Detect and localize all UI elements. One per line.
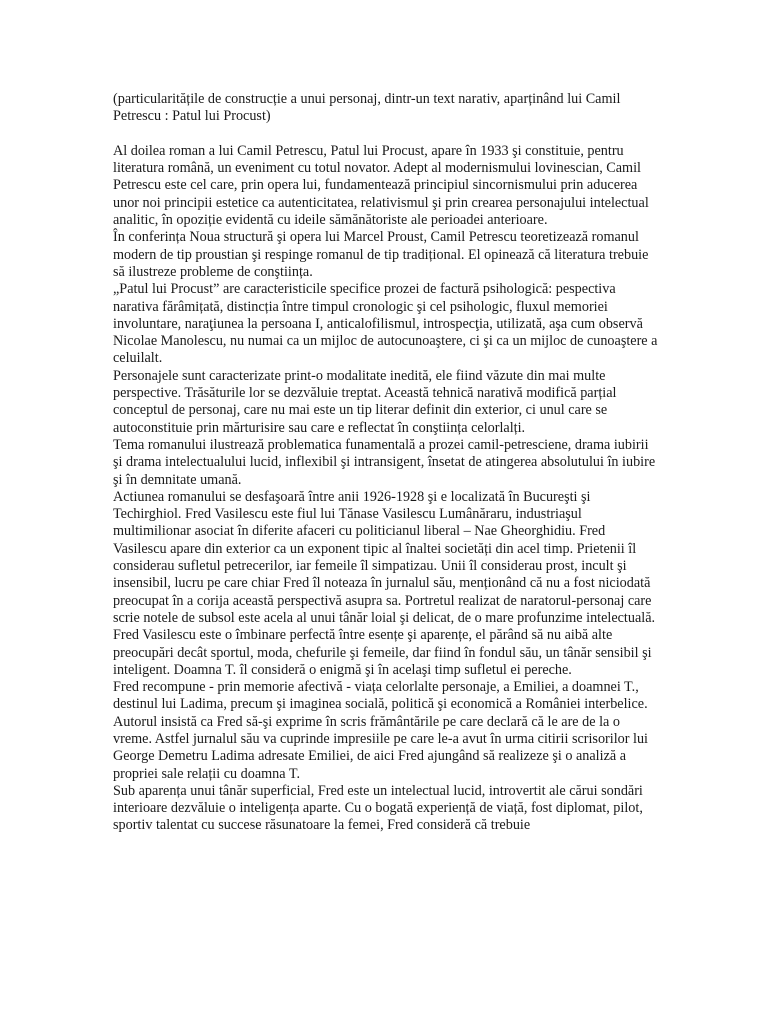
paragraph-characteristics: „Patul lui Procust” are caracteristicile specifice prozei de factură psihologică: pespectiva narativa fărâmițată, distincția între timpul cronologic şi cel psihologic, fluxul memoriei involuntare, naraţiunea la persoana I, anticalofilismul, introspecţia, utilizată, aşa cum observă Nicolae Manolescu, nu numai ca un mijloc de autocunoaştere, ci şi ca un mijloc de cunoaştere a celuilalt. xyxy=(113,281,658,367)
paragraph-intro: Al doilea roman a lui Camil Petrescu, Patul lui Procust, apare în 1933 şi constituie, pentru literatura română, un eveniment cu totul novator. Adept al modernismului lovinescian, Camil Petrescu este cel care, prin opera lui, fundamentează principiul sincornismului prin aducerea unor noi principii estetice ca autenticitatea, relativismul şi prin crearea personajului intelectual analitic, în opoziție evidentă cu ideile sămănătoriste ale perioadei anterioare. xyxy=(113,142,649,229)
document-page xyxy=(113,91,658,835)
paragraph-conference: În conferința Noua structură şi opera lui Marcel Proust, Camil Petrescu teoretizează romanul modern de tip proustian şi respinge romanul de tip tradițional. El opinează că literatura trebuie să ilustreze probleme de conştiința. xyxy=(113,229,649,280)
paragraph-fred-appearance: Sub aparența unui tânăr superficial, Fred este un intelectual lucid, introvertit ale cărui sondări interioare dezvăluie o inteligența aparte. Cu o bogată experiență de viață, fost diplomat, pilot, sportiv talentat cu succese răsunatoare la femei, Fred consideră că trebuie xyxy=(113,782,643,834)
document-subtitle: (particularitățile de construcție a unui personaj, dintr-un text narativ, aparținând lui Camil Petrescu : Patul lui Procust) xyxy=(113,91,621,125)
spacer xyxy=(113,126,658,143)
paragraph-theme: Tema romanului ilustrează problematica funamentală a prozei camil-petresciene, drama iubirii şi drama intelectualului lucid, inflexibil şi intransigent, însetat de atingerea absolutului în iubire şi în demnitate umană. xyxy=(113,436,656,488)
paragraph-characters: Personajele sunt caracterizate print-o modalitate inedită, ele fiind văzute din mai multe perspective. Trăsăturile lor se dezvăluie treptat. Această tehnică narativă modifică parțial conceptul de personaj, care nu mai este un tip literar definit din exterior, ci unul care se autoconstituie prin mărturisire sau care e reflectat în conştiința celorlalți. xyxy=(113,367,617,436)
paragraph-action: Actiunea romanului se desfaşoară între anii 1926-1928 şi e localizată în Bucureşti şi Techirghiol. Fred Vasilescu este fiul lui Tănase Vasilescu Lumânăraru, industriaşul multimilionar asociat în diferite afaceri cu politicianul liberal – Nae Gheorghidiu. Fred Vasilescu apare din exterior ca un exponent tipic al înaltei societăți din acel timp. Prietenii îl considerau sufletul petrecerilor, iar femeile îl simpatizau. Unii îl considerau prost, incult şi insensibil, lucru pe care chiar Fred îl noteaza în jurnalul său, menționând că nu a fost niciodată preocupat în a corija această perspectivă asupra sa. Portretul realizat de naratorul-personaj care scrie notele de subsol este acela al unui tânăr loial şi delicat, de o mare profunzime intelectuală. xyxy=(113,488,656,626)
paragraph-fred-memory: Fred recompune - prin memorie afectivă - viața celorlalte personaje, a Emiliei, a doamnei T., destinul lui Ladima, precum şi imaginea socială, politică şi economică a României interbelice. Autorul insistă ca Fred să-şi exprime în scris frământările pe care declară că le are de la o vreme. Astfel jurnalul său va cuprinde impresiile pe care le-a avut în urma citirii scrisorilor lui George Demetru Ladima adresate Emiliei, de aici Fred ajungând să realizeze şi o analiză a propriei sale relații cu doamna T. xyxy=(113,679,649,782)
paragraph-fred-essence: Fred Vasilescu este o îmbinare perfectă între esențe şi aparențe, el părând să nu aibă alte preocupări decât sportul, moda, chefurile şi femeile, dar fiind în fondul său, un tânăr sensibil şi inteligent. Doamna T. îl consideră o enigmă şi în acelaşi timp sufletul ei pereche. xyxy=(113,627,652,678)
